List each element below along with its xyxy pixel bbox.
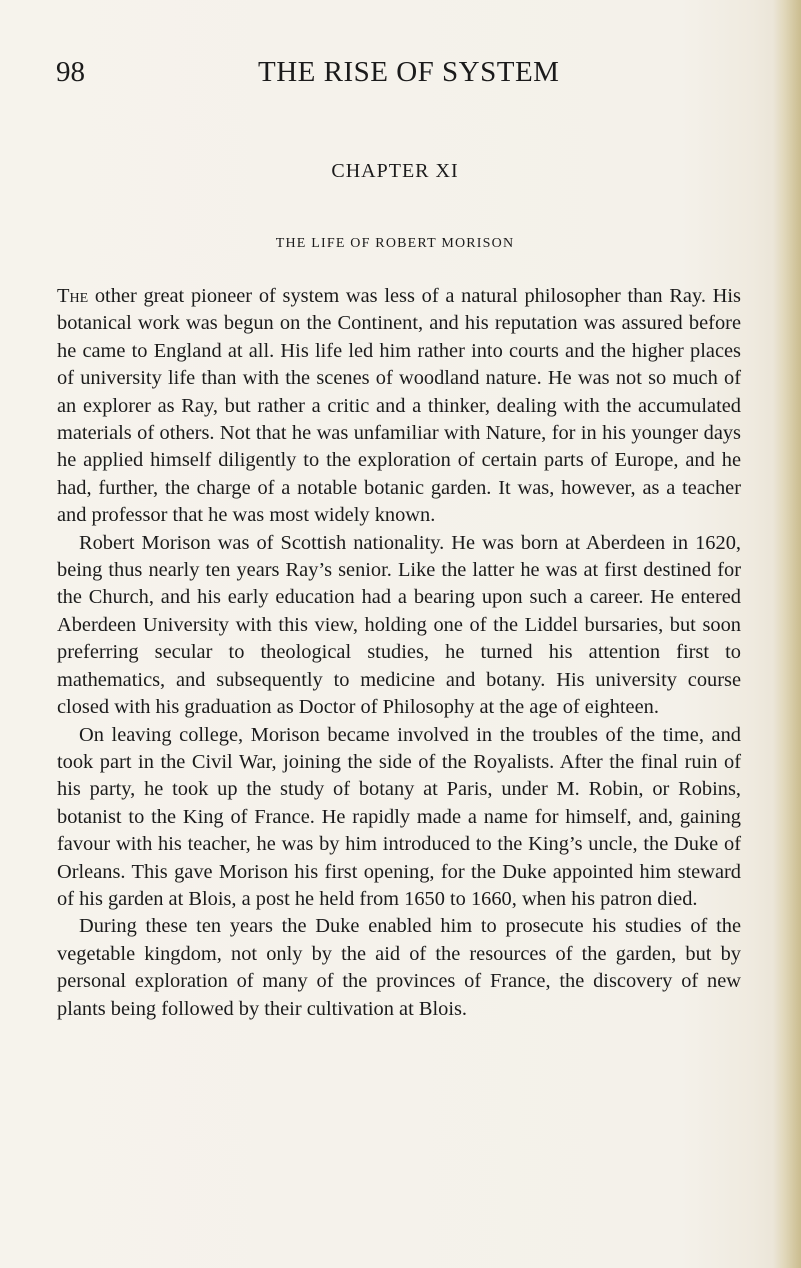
chapter-title: THE LIFE OF ROBERT MORISON bbox=[275, 236, 515, 251]
running-head bbox=[0, 56, 790, 96]
paragraph-3: On leaving college, Morison became involved in the troubles of the time, and took part in the Civil War, joining the side of the Royalists. After the final ruin of his party, he took up the study of botany at Paris, under M. Robin, or Robins, botanist to the King of France. He rapidly made a name for himself, and, gaining favour with his teacher, he was by him introduced to the King’s uncle, the Duke of Orleans. This gave Morison his first opening, for the Duke appointed him steward of his garden at Blois, a post he held from 1650 to 1660, when his patron died. bbox=[57, 723, 741, 910]
running-title: THE RISE OF SYSTEM bbox=[258, 56, 560, 88]
chapter-body bbox=[57, 283, 741, 1023]
opening-word: The bbox=[57, 285, 89, 307]
paragraph-1 bbox=[57, 283, 741, 530]
page-number: 98 bbox=[56, 56, 85, 88]
paragraph-1-text: other great pioneer of system was less of a natural philosopher than Ray. His botanical work was begun on the Continent, and his reputation was assured before he came to England at all. His life led him rather into courts and the higher places of university life than with the scenes of woodland nature. He was not so much of an explorer as Ray, but rather a critic and a thinker, dealing with the accumulated materials of others. Not that he was unfamiliar with Nature, for in his younger days he applied himself diligently to the exploration of certain parts of Europe, and he had, further, the charge of a notable botanic garden. It was, however, as a teacher and professor that he was most widely known. bbox=[57, 285, 741, 527]
paragraph-4: During these ten years the Duke enabled him to prosecute his studies of the vegetable kingdom, not only by the aid of the resources of the garden, but by personal exploration of many of the provinces of France, the discovery of new plants being followed by their cultivation at Blois. bbox=[57, 915, 741, 1020]
paragraph-2: Robert Morison was of Scottish nationality. He was born at Aberdeen in 1620, being thus nearly ten years Ray’s senior. Like the latter he was at first destined for the Church, and his early education had a bearing upon such a career. He entered Aberdeen University with this view, holding one of the Liddel bursaries, but soon preferring secular to theological studies, he turned his attention first to mathematics, and subsequently to medicine and botany. His university course closed with his graduation as Doctor of Philosophy at the age of eighteen. bbox=[57, 531, 741, 719]
page-edge-shadow bbox=[773, 0, 801, 1268]
chapter-number: CHAPTER XI bbox=[331, 160, 459, 182]
